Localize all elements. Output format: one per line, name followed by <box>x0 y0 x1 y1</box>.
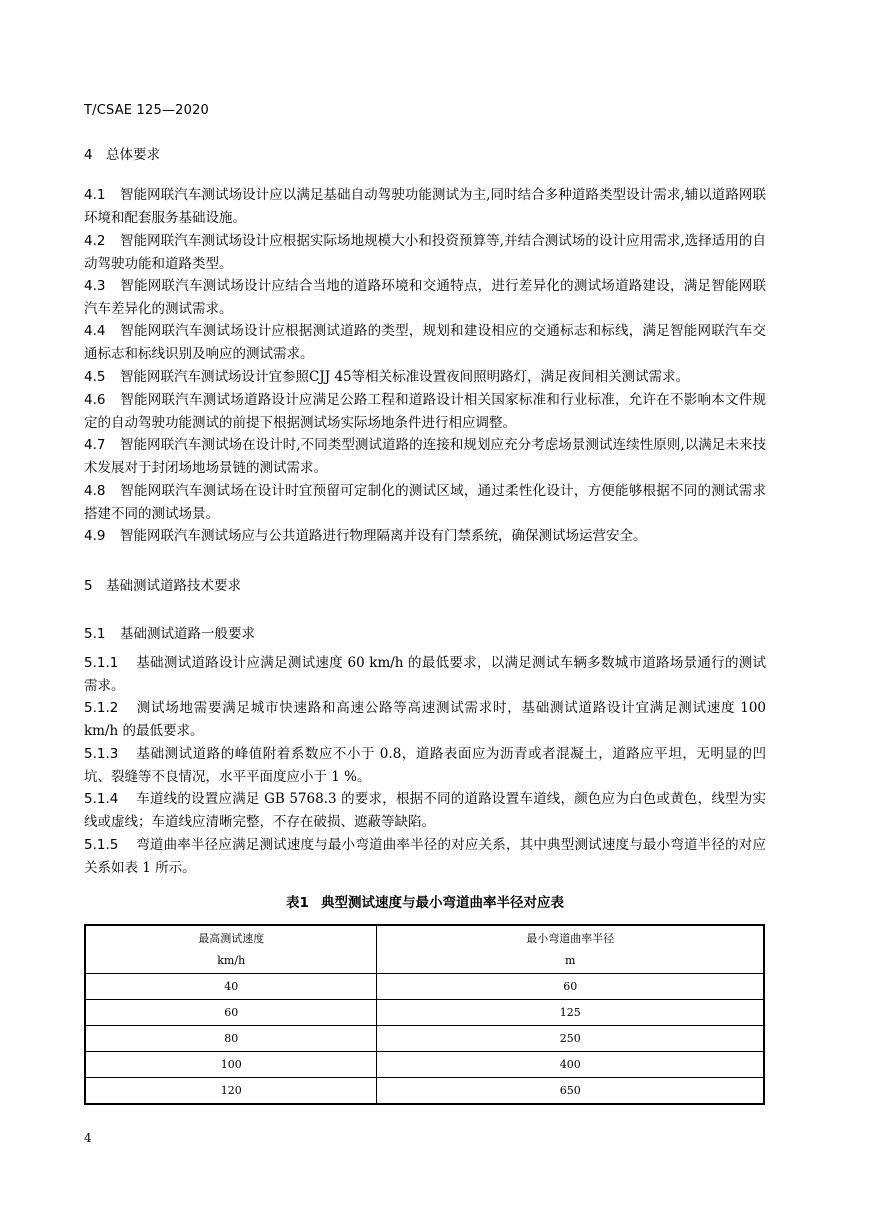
speed-cell: 120 <box>85 1078 377 1105</box>
clause-4-1: 4.1 智能网联汽车测试场设计应以满足基础自动驾驶功能测试为主,同时结合多种道路类型设计需求,辅以道路网联环境和配套服务基础设施。 <box>84 187 766 226</box>
speed-cell: 80 <box>85 1026 377 1052</box>
table-row <box>85 1052 764 1078</box>
clause-4-3: 4.3 智能网联汽车测试场设计应结合当地的道路环境和交通特点，进行差异化的测试场道路建设，满足智能网联汽车差异化的测试需求。 <box>84 278 766 317</box>
speed-cell: 100 <box>85 1052 377 1078</box>
page-number: 4 <box>84 1131 92 1145</box>
section-4-heading: 4 总体要求 <box>84 147 160 163</box>
clause-5-1-5: 5.1.5 弯道曲率半径应满足测试速度与最小弯道曲率半径的对应关系，其中典型测试速度与最小弯道半径的对应关系如表 1 所示。 <box>84 837 766 876</box>
table-row <box>85 1078 764 1105</box>
section-5-heading: 5 基础测试道路技术要求 <box>84 578 241 594</box>
table-row <box>85 974 764 1000</box>
table-row <box>85 1026 764 1052</box>
standard-id: T/CSAE 125—2020 <box>84 103 210 118</box>
radius-cell: 400 <box>377 1052 764 1078</box>
radius-cell: 250 <box>377 1026 764 1052</box>
table-header-row <box>85 925 764 974</box>
speed-radius-table <box>84 924 765 1105</box>
radius-cell: 125 <box>377 1000 764 1026</box>
clause-5-1-1: 5.1.1 基础测试道路设计应满足测试速度 60 km/h 的最低要求，以满足测试车辆多数城市道路场景通行的测试需求。 <box>84 655 766 694</box>
section-5-1-heading: 5.1 基础测试道路一般要求 <box>84 626 255 642</box>
clause-4-8: 4.8 智能网联汽车测试场在设计时宜预留可定制化的测试区域，通过柔性化设计，方便能够根据不同的测试需求搭建不同的测试场景。 <box>84 483 766 522</box>
clause-4-7: 4.7 智能网联汽车测试场在设计时,不同类型测试道路的连接和规划应充分考虑场景测试连续性原则,以满足未来技术发展对于封闭场地场景链的测试需求。 <box>84 437 766 476</box>
clause-5-1-3: 5.1.3 基础测试道路的峰值附着系数应不小于 0.8，道路表面应为沥青或者混凝土，道路应平坦，无明显的凹坑、裂缝等不良情况，水平平面度应小于 1 %。 <box>84 746 766 785</box>
radius-cell: 650 <box>377 1078 764 1105</box>
speed-cell: 60 <box>85 1000 377 1026</box>
column-header-max-speed: 最高测试速度 km/h <box>85 925 377 974</box>
clause-4-4: 4.4 智能网联汽车测试场设计应根据测试道路的类型，规划和建设相应的交通标志和标线，满足智能网联汽车交通标志和标线识别及响应的测试需求。 <box>84 323 766 362</box>
table-caption: 表1 典型测试速度与最小弯道曲率半径对应表 <box>286 895 564 911</box>
clause-4-5: 4.5 智能网联汽车测试场设计宜参照CJJ 45等相关标准设置夜间照明路灯，满足夜间相关测试需求。 <box>84 369 690 385</box>
clause-4-6: 4.6 智能网联汽车测试场道路设计应满足公路工程和道路设计相关国家标准和行业标准，允许在不影响本文件规定的自动驾驶功能测试的前提下根据测试场实际场地条件进行相应调整。 <box>84 392 766 431</box>
speed-cell: 40 <box>85 974 377 1000</box>
table-row <box>85 1000 764 1026</box>
radius-cell: 60 <box>377 974 764 1000</box>
clause-4-9: 4.9 智能网联汽车测试场应与公共道路进行物理隔离并设有门禁系统，确保测试场运营安全。 <box>84 528 647 544</box>
clause-4-2: 4.2 智能网联汽车测试场设计应根据实际场地规模大小和投资预算等,并结合测试场的设计应用需求,选择适用的自动驾驶功能和道路类型。 <box>84 233 766 272</box>
clause-5-1-4: 5.1.4 车道线的设置应满足 GB 5768.3 的要求，根据不同的道路设置车道线，颜色应为白色或黄色，线型为实线或虚线；车道线应清晰完整，不存在破损、遮蔽等缺陷。 <box>84 791 766 830</box>
column-header-min-radius: 最小弯道曲率半径 m <box>377 925 764 974</box>
clause-5-1-2: 5.1.2 测试场地需要满足城市快速路和高速公路等高速测试需求时，基础测试道路设计宜满足测试速度 100 km/h 的最低要求。 <box>84 700 766 739</box>
